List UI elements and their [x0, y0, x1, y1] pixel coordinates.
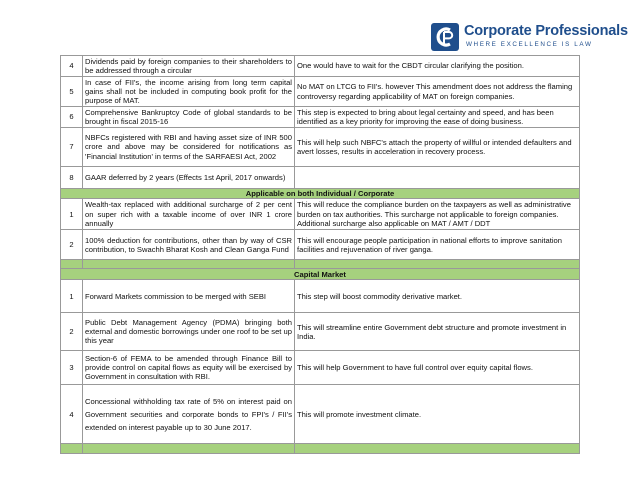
- brand-name: Corporate Professionals: [464, 23, 628, 39]
- impact-cell: [295, 167, 580, 189]
- table-row: [61, 385, 580, 444]
- spacer-row: [61, 444, 580, 454]
- spacer-cell: [295, 260, 580, 269]
- measure-cell: Forward Markets commission to be merged with SEBI: [83, 280, 295, 313]
- table-row: [61, 199, 580, 230]
- impact-cell: This step will boost commodity derivative market.: [295, 280, 580, 313]
- section-header-row: [61, 269, 580, 280]
- measure-cell: NBFCs registered with RBI and having asset size of INR 500 crore and above may be considered for notifications as 'Financial Institution' in terms of the SARFAESI Act, 2002: [83, 128, 295, 167]
- measure-cell: In case of FII's, the income arising from long term capital gains shall not be included in computing book profit for the purpose of MAT.: [83, 77, 295, 107]
- table-row: [61, 280, 580, 313]
- table-row: [61, 351, 580, 385]
- table-row: [61, 107, 580, 128]
- spacer-cell: [83, 444, 295, 454]
- table-row: [61, 230, 580, 260]
- row-number: 3: [61, 351, 83, 385]
- row-number: 8: [61, 167, 83, 189]
- table-row: [61, 313, 580, 351]
- spacer-cell: [295, 444, 580, 454]
- row-number: 1: [61, 280, 83, 313]
- spacer-row: [61, 260, 580, 269]
- section-title-capital: Capital Market: [61, 269, 580, 280]
- impact-cell: This will promote investment climate.: [295, 385, 580, 444]
- impact-cell: This will help such NBFC's attach the property of willful or intended defaulters and avert losses, results in acceleration in recovery process.: [295, 128, 580, 167]
- impact-cell: One would have to wait for the CBDT circular clarifying the position.: [295, 56, 580, 77]
- row-number: 6: [61, 107, 83, 128]
- table-row: [61, 77, 580, 107]
- table-row: [61, 56, 580, 77]
- row-number: 7: [61, 128, 83, 167]
- impact-cell: No MAT on LTCG to FII's. however This amendment does not address the flaming controversy regarding applicability of MAT on foreign companies.: [295, 77, 580, 107]
- measure-cell: Wealth-tax replaced with additional surcharge of 2 per cent on super rich with a taxable income of over INR 1 crore annually: [83, 199, 295, 230]
- section-header-row: [61, 189, 580, 199]
- measure-cell: GAAR deferred by 2 years (Effects 1st April, 2017 onwards): [83, 167, 295, 189]
- measure-cell: 100% deduction for contributions, other than by way of CSR contribution, to Swachh Bharat Kosh and Clean Ganga Fund: [83, 230, 295, 260]
- row-number: 2: [61, 230, 83, 260]
- row-number: 5: [61, 77, 83, 107]
- measure-cell: Comprehensive Bankruptcy Code of global standards to be brought in fiscal 2015-16: [83, 107, 295, 128]
- budget-impact-table: [60, 55, 580, 454]
- brand-tagline: WHERE EXCELLENCE IS LAW: [466, 41, 593, 48]
- section-title-individual: Applicable on both Individual / Corporate: [61, 189, 580, 199]
- table-row: [61, 128, 580, 167]
- impact-cell: This will streamline entire Government debt structure and promote investment in India.: [295, 313, 580, 351]
- cp-logo-icon: [430, 22, 460, 52]
- table-row: [61, 167, 580, 189]
- impact-cell: This step is expected to bring about legal certainty and speed, and has been identified as a key priority for improving the ease of doing business.: [295, 107, 580, 128]
- impact-cell: This will reduce the compliance burden on the taxpayers as well as administrative burden on tax authorities. This surcharge not applicable to foreign companies. Additional surcharge also applicable on MAT / AMT / DDT: [295, 199, 580, 230]
- brand-logo: [430, 22, 628, 52]
- row-number: 1: [61, 199, 83, 230]
- measure-cell: Section-6 of FEMA to be amended through Finance Bill to provide control on capital flows as equity will be exercised by Government in consultation with RBI.: [83, 351, 295, 385]
- measure-cell: Public Debt Management Agency (PDMA) bringing both external and domestic borrowings under one roof to be set up this year: [83, 313, 295, 351]
- measure-cell: Concessional withholding tax rate of 5% on interest paid on Government securities and corporate bonds to FPI's / FII's extended on interest payable up to 30 June 2017.: [83, 385, 295, 444]
- spacer-cell: [61, 260, 83, 269]
- spacer-cell: [83, 260, 295, 269]
- impact-cell: This will encourage people participation in national efforts to improve sanitation facilities and rejuvenation of river ganga.: [295, 230, 580, 260]
- row-number: 4: [61, 385, 83, 444]
- row-number: 4: [61, 56, 83, 77]
- impact-cell: This will help Government to have full control over equity capital flows.: [295, 351, 580, 385]
- spacer-cell: [61, 444, 83, 454]
- row-number: 2: [61, 313, 83, 351]
- measure-cell: Dividends paid by foreign companies to their shareholders to be addressed through a circular: [83, 56, 295, 77]
